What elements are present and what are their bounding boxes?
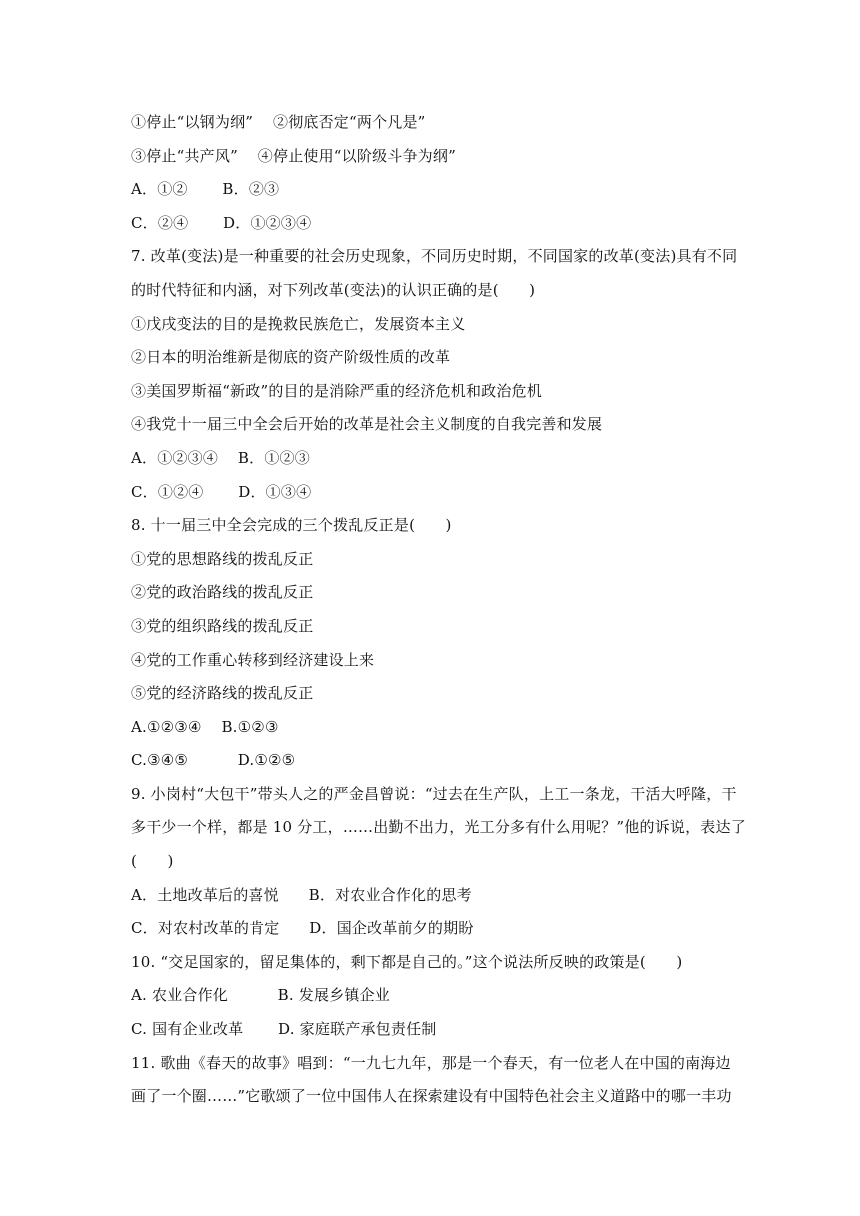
q8-stem: 8. 十一届三中全会完成的三个拨乱反正是( ) [131,516,452,535]
q9-stem-line-1: 9. 小岗村“大包干”带头人之的严金昌曾说：“过去在生产队，上工一条龙，干活大呼隆，干 [131,784,737,803]
q6-answer-row-1: A．①② B．②③ [131,180,280,199]
q8-statement-5: ⑤党的经济路线的拨乱反正 [131,684,314,703]
q7-stem-line-1: 7. 改革(变法)是一种重要的社会历史现象，不同历史时期，不同国家的改革(变法)具有不同 [131,247,738,266]
q7-statement-1: ①戊戌变法的目的是挽救民族危亡，发展资本主义 [131,314,466,333]
q8-answer-row-2: C.③④⑤ D.①②⑤ [131,751,296,770]
q8-statement-1: ①党的思想路线的拨乱反正 [131,549,314,568]
q9-answer-row-2: C．对农村改革的肯定 D．国企改革前夕的期盼 [131,919,474,938]
q7-statement-3: ③美国罗斯福“新政”的目的是消除严重的经济危机和政治危机 [131,381,542,400]
q6-statement-options-2: ③停止“共产风” ④停止使用“以阶级斗争为纲” [131,146,456,165]
q7-answer-row-1: A．①②③④ B．①②③ [131,448,310,467]
q7-statement-2: ②日本的明治维新是彻底的资产阶级性质的改革 [131,348,451,367]
q7-stem-line-2: 的时代特征和内涵，对下列改革(变法)的认识正确的是( ) [131,280,536,299]
q6-statement-options-1: ①停止“以钢为纲” ②彻底否定“两个凡是” [131,113,426,131]
q9-stem-line-3: ( ) [131,852,174,871]
q8-statement-4: ④党的工作重心转移到经济建设上来 [131,650,375,669]
q10-answer-row-2: C. 国有企业改革 D. 家庭联产承包责任制 [131,1020,437,1039]
q11-stem-line-2: 画了一个圈……”它歌颂了一位中国伟人在探索建设有中国特色社会主义道路中的哪一丰功 [131,1087,732,1106]
q11-stem-line-1: 11. 歌曲《春天的故事》唱到：“一九七九年，那是一个春天，有一位老人在中国的南海边 [131,1053,731,1072]
q9-answer-row-1: A．土地改革后的喜悦 B．对农业合作化的思考 [131,885,472,904]
q8-statement-2: ②党的政治路线的拨乱反正 [131,583,314,602]
q7-statement-4: ④我党十一届三中全会后开始的改革是社会主义制度的自我完善和发展 [131,415,603,434]
q10-answer-row-1: A. 农业合作化 B. 发展乡镇企业 [131,986,391,1005]
q9-stem-line-2: 多干少一个样，都是 10 分工，……出勤不出力，光工分多有什么用呢？”他的诉说，表达了 [131,818,746,837]
q10-stem: 10. “交足国家的，留足集体的，剩下都是自己的。”这个说法所反映的政策是( ) [131,952,683,971]
question-content [131,106,746,1114]
q8-answer-row-1: A.①②③④ B.①②③ [131,717,279,736]
q8-statement-3: ③党的组织路线的拨乱反正 [131,616,314,635]
q7-answer-row-2: C．①②④ D．①③④ [131,482,312,501]
q6-answer-row-2: C．②④ D．①②③④ [131,213,312,232]
